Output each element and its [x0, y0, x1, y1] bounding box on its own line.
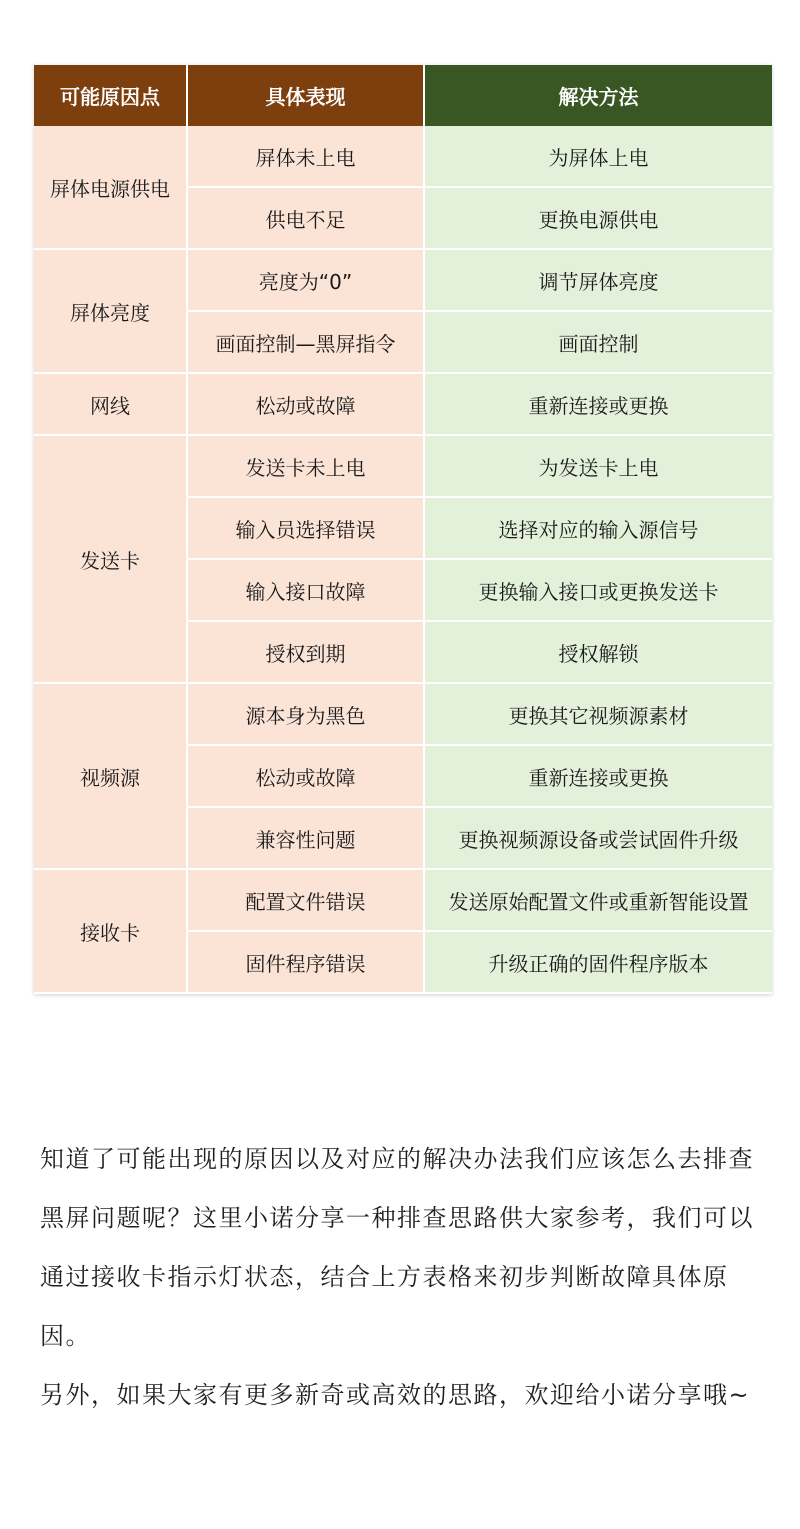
solution-cell: 更换其它视频源素材: [424, 683, 772, 745]
solution-cell: 更换输入接口或更换发送卡: [424, 559, 772, 621]
cause-cell: 接收卡: [34, 869, 187, 993]
article-paragraph-2: 另外，如果大家有更多新奇或高效的思路，欢迎给小诺分享哦~: [40, 1381, 751, 1409]
article-body: [40, 1130, 760, 1425]
solution-cell: 为发送卡上电: [424, 435, 772, 497]
table-row: [34, 373, 772, 435]
solution-cell: 升级正确的固件程序版本: [424, 931, 772, 993]
header-cause: 可能原因点: [34, 65, 187, 126]
solution-cell: 选择对应的输入源信号: [424, 497, 772, 559]
table-row: [34, 435, 772, 497]
header-solution: 解决方法: [424, 65, 772, 126]
solution-cell: 更换电源供电: [424, 187, 772, 249]
troubleshooting-table-container: [34, 65, 772, 994]
table-header-row: [34, 65, 772, 126]
symptom-cell: 授权到期: [187, 621, 424, 683]
table-row: [34, 683, 772, 745]
solution-cell: 重新连接或更换: [424, 745, 772, 807]
cause-cell: 屏体亮度: [34, 249, 187, 373]
symptom-cell: 画面控制—黑屏指令: [187, 311, 424, 373]
article-paragraph-1: 知道了可能出现的原因以及对应的解决办法我们应该怎么去排查黑屏问题呢？这里小诺分享一种排查思路供大家参考，我们可以通过接收卡指示灯状态，结合上方表格来初步判断故障具体原因。: [40, 1145, 754, 1350]
symptom-cell: 固件程序错误: [187, 931, 424, 993]
symptom-cell: 发送卡未上电: [187, 435, 424, 497]
solution-cell: 调节屏体亮度: [424, 249, 772, 311]
symptom-cell: 输入接口故障: [187, 559, 424, 621]
symptom-cell: 供电不足: [187, 187, 424, 249]
solution-cell: 画面控制: [424, 311, 772, 373]
solution-cell: 重新连接或更换: [424, 373, 772, 435]
symptom-cell: 松动或故障: [187, 745, 424, 807]
table-row: [34, 869, 772, 931]
solution-cell: 更换视频源设备或尝试固件升级: [424, 807, 772, 869]
troubleshooting-table: [34, 65, 772, 994]
cause-cell: 网线: [34, 373, 187, 435]
solution-cell: 为屏体上电: [424, 126, 772, 187]
table-row: [34, 249, 772, 311]
solution-cell: 发送原始配置文件或重新智能设置: [424, 869, 772, 931]
symptom-cell: 屏体未上电: [187, 126, 424, 187]
cause-cell: 视频源: [34, 683, 187, 869]
symptom-cell: 亮度为“0”: [187, 249, 424, 311]
header-symptom: 具体表现: [187, 65, 424, 126]
symptom-cell: 源本身为黑色: [187, 683, 424, 745]
solution-cell: 授权解锁: [424, 621, 772, 683]
table-row: [34, 126, 772, 187]
symptom-cell: 兼容性问题: [187, 807, 424, 869]
cause-cell: 发送卡: [34, 435, 187, 683]
symptom-cell: 松动或故障: [187, 373, 424, 435]
symptom-cell: 配置文件错误: [187, 869, 424, 931]
table-body: [34, 126, 772, 993]
cause-cell: 屏体电源供电: [34, 126, 187, 249]
symptom-cell: 输入员选择错误: [187, 497, 424, 559]
